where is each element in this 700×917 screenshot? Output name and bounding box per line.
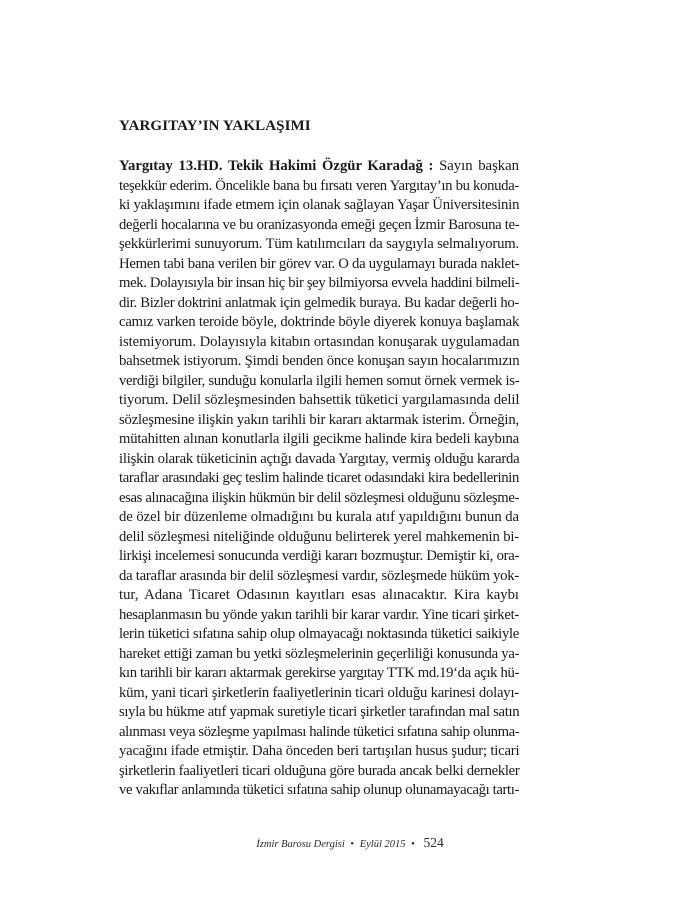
paragraph-line: dir. Bizler doktrini anlatmak için gelmedik buraya. Bu kadar değerli ho- bbox=[119, 294, 519, 311]
paragraph-line: sözleşmesine ilişkin yakın tarihli bir kararı aktarmak isterim. Örneğin, bbox=[119, 411, 519, 428]
paragraph-line: tur, Adana Ticaret Odasının kayıtları esas alınacaktır. Kira kaybı bbox=[119, 587, 519, 603]
paragraph-line: mek. Dolayısıyla bir insan hiç bir şey bilmiyorsa evvela haddini bilmeli- bbox=[119, 275, 520, 291]
paragraph-line: lirkişi incelemesi sonucunda verdiği kararı bozmuştur. Demiştir ki, ora- bbox=[119, 548, 520, 564]
speaker-name: Yargıtay 13.HD. Tekik Hakimi Özgür Karadağ : bbox=[119, 158, 434, 174]
paragraph-line: sıyla bu hükme atıf yapmak suretiyle ticari şirketler tarafından mal satın bbox=[119, 704, 520, 720]
journal-name: İzmir Barosu Dergisi bbox=[256, 839, 345, 850]
paragraph-line: hesaplanmasın bu yönde yakın tarihli bir karar vardır. Yine ticari şirket- bbox=[119, 606, 519, 623]
paragraph-line: teşekkür ederim. Öncelikle bana bu fırsatı veren Yargıtay’ın bu konuda- bbox=[119, 177, 519, 194]
paragraph-line: bahsetmek istiyorum. Şimdi benden önce konuşan sayın hocalarımızın bbox=[119, 353, 520, 369]
paragraph-line: delil sözleşmesi niteliğinde olduğunu belirterek yerel mahkemenin bi- bbox=[119, 528, 519, 545]
paragraph-line: ki yaklaşımını ifade etmem için olanak sağlayan Yaşar Üniversitesinin bbox=[119, 197, 520, 213]
page-number: 524 bbox=[423, 835, 444, 850]
paragraph-line: yacağını ifade etmiştir. Daha önceden beri tartışılan husus şudur; ticari bbox=[119, 743, 520, 759]
paragraph-line: tiyorum. Delil sözleşmesinden bahsettik tüketici yargılamasında delil bbox=[119, 392, 520, 408]
speech-paragraph bbox=[119, 157, 519, 801]
paragraph-line: küm, yani ticari şirketlerin faaliyetlerinin ticari olduğu karinesi dolayı- bbox=[119, 684, 519, 701]
first-line-text: Sayın başkan bbox=[439, 158, 519, 174]
paragraph-line: kın tarihli bir kararı aktarmak gerekirse yargıtay TTK md.19‘da açık hü- bbox=[119, 665, 519, 681]
paragraph-line: şekkürlerimi sunuyorum. Tüm katılımcıları da saygıyla selmalıyorum. bbox=[119, 236, 519, 252]
paragraph-line: de özel bir düzenleme olmadığını bu kurala atıf yapıldığını bunun da bbox=[119, 509, 519, 525]
paragraph-line: taraflar arasındaki geç teslim halinde ticaret odasındaki kira bedellerinin bbox=[119, 470, 519, 486]
paragraph-line: Hemen tabi bana verilen bir görev var. O da uygulamayı burada naklet- bbox=[119, 255, 520, 272]
footer-separator: • bbox=[411, 839, 415, 850]
footer-separator: • bbox=[350, 839, 355, 850]
paragraph-line: ve vakıflar anlamında tüketici sıfatına sahip olunup olunamayacağı tartı- bbox=[119, 782, 519, 798]
paragraph-line: verdiği bilgiler, sunduğu konularla ilgili hemen somut örnek vermek is- bbox=[119, 372, 520, 389]
paragraph-line: lerin tüketici sıfatına sahip olup olmayacağı noktasında tüketici saikiyle bbox=[119, 626, 519, 642]
paragraph-line: değerli hocalarına ve bu oranizasyonda emeği geçen İzmir Barosuna te- bbox=[119, 216, 520, 233]
paragraph-line: alınması veya sözleşme yapılması halinde tüketici sıfatına sahip olunma- bbox=[119, 723, 520, 740]
paragraph-line: da taraflar arasında bir delil sözleşmesi vardır, sözleşmede hüküm yok- bbox=[119, 567, 519, 584]
issue-date: Eylül 2015 bbox=[359, 839, 406, 850]
paragraph-line: hareket ettiği zaman bu yetki sözleşmelerinin geçerliliği konusunda ya- bbox=[119, 645, 520, 662]
section-heading: YARGITAY’IN YAKLAŞIMI bbox=[119, 118, 311, 134]
paragraph-line: camız varken teroide böyle, doktrinde böyle diyerek konuya başlamak bbox=[119, 314, 520, 330]
paragraph-line: şirketlerin faaliyetleri ticari olduğuna göre burada ancak belki dernekler bbox=[119, 762, 520, 779]
paragraph-line: esas alınacağına ilişkin hükmün bir delil sözleşmesi olduğunu sözleşme- bbox=[119, 489, 519, 506]
paragraph-line: istemiyorum. Dolayısıyla kitabın ortasından konuşarak uygulamadan bbox=[119, 333, 520, 350]
paragraph-line: ilişkin olarak tüketicinin açtığı davada Yargıtay, vermiş olduğu kararda bbox=[119, 450, 520, 467]
paragraph-first-line bbox=[119, 157, 519, 177]
paragraph-line: mütahitten alınan konutlarla ilgili gecikme halinde kira bedeli kaybına bbox=[119, 431, 519, 447]
page-footer bbox=[0, 835, 700, 851]
